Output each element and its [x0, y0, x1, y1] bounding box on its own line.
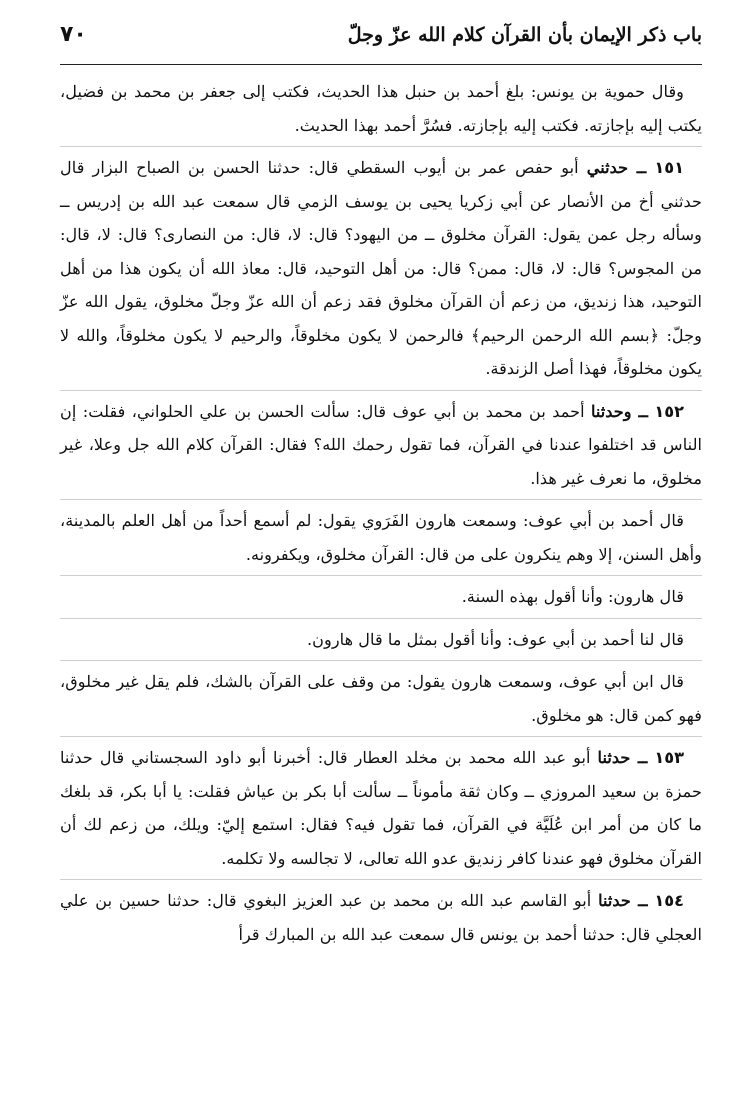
- hadith-paragraph-154: [60, 884, 702, 955]
- hadith-lead: ــ حدثني: [586, 158, 647, 177]
- hadith-number: ١٥٢: [654, 401, 684, 421]
- hadith-lead: ــ وحدثنا: [590, 401, 648, 421]
- paragraph: [60, 504, 702, 576]
- hadith-paragraph-151: [60, 151, 702, 391]
- chapter-title: باب ذكر الإيمان بأن القرآن كلام الله عزّ وجلّ: [347, 24, 702, 46]
- hadith-lead: ــ حدثنا: [597, 748, 648, 767]
- paragraph-text: قال ابن أبي عوف، وسمعت هارون يقول: من وقف على القرآن بالشك، فلم يقل غير مخلوق، فهو كمن قال: هو مخلوق.: [60, 672, 702, 725]
- paragraph: [60, 580, 702, 619]
- hadith-lead-word: وحدثنا: [590, 401, 632, 421]
- book-page: [60, 22, 702, 955]
- paragraph-text: قال هارون: وأنا أقول بهذه السنة.: [461, 587, 684, 606]
- paragraph-text: وقال حموية بن يونس: بلغ أحمد بن حنبل هذا الحديث، فكتب إلى جعفر بن محمد بن فضيل، يكتب إليه بإجازته. فكتب إليه بإجازته. فسُرَّ أحمد بهذا الحديث.: [60, 82, 702, 135]
- paragraph-text: أحمد بن محمد بن أبي عوف قال: سألت الحسن بن علي الحلواني، فقلت: إن الناس قد اختلفوا عندنا في القرآن، فما تقول رحمك الله؟ فقال: القرآن كلام الله جل وعلا، غير مخلوق، ما نعرف غير هذا.: [60, 401, 702, 488]
- paragraph: [60, 623, 702, 662]
- hadith-number: ١٥٤: [654, 891, 684, 910]
- paragraph-text: أبو القاسم عبد الله بن محمد بن عبد العزيز البغوي قال: حدثنا حسين بن علي العجلي قال: حدثنا أحمد بن يونس قال سمعت عبد الله بن المبارك قرأ: [60, 891, 702, 944]
- page-number: ٧٠: [60, 22, 87, 47]
- hadith-paragraph-153: [60, 741, 702, 880]
- paragraph: [60, 665, 702, 737]
- hadith-number: ١٥١: [654, 158, 684, 177]
- hadith-lead-word: حدثنا: [597, 748, 631, 767]
- page-body: [60, 75, 702, 955]
- paragraph-text: أبو حفص عمر بن أيوب السقطي قال: حدثنا الحسن بن الصباح البزار قال حدثني أخ من الأنصار عن أبي زكريا يحيى بن يوسف الزمي قال سمعت عبد الله بن إدريس ــ وسأله رجل عمن يقول: القرآن مخلوق ــ من اليهود؟ قال: لا، قال: من النصارى؟ قال: لا، قال: من المجوس؟ قال: لا، قال: ممن؟ قال: من أهل التوحيد، قال: معاذ الله أن يكون هذا من أهل التوحيد، هذا زنديق، من زعم أن القرآن مخلوق فقد زعم أن الله عزّ وجلّ مخلوق، يقول الله عزّ وجلّ: ﴿بسم الله الرحمن الرحيم﴾ فالرحمن لا يكون مخلوقاً، والرحيم لا يكون مخلوقاً، والله لا يكون مخلوقاً، فهذا أصل الزندقة.: [60, 158, 702, 378]
- hadith-paragraph-152: [60, 395, 702, 501]
- paragraph-text: قال لنا أحمد بن أبي عوف: وأنا أقول بمثل ما قال هارون.: [306, 629, 684, 649]
- running-header: [60, 22, 702, 65]
- hadith-lead-word: حدثنا: [598, 891, 631, 910]
- paragraph-text: أبو عبد الله محمد بن مخلد العطار قال: أخبرنا أبو داود السجستاني قال حدثنا حمزة بن سعيد المروزي ــ وكان ثقة مأموناً ــ سألت أبا بكر بن عياش فقلت: يا أبا بكر، قد بلغك ما كان من أمر ابن عُلَيَّة في القرآن، فما تقول فيه؟ فقال: استمع إليّ: ويلك، من زعم لك أن القرآن مخلوق فهو عندنا كافر زنديق عدو الله تعالى، لا تجالسه ولا تكلمه.: [60, 748, 702, 868]
- hadith-lead-word: حدثني: [586, 158, 629, 177]
- paragraph: [60, 75, 702, 147]
- paragraph-text: قال أحمد بن أبي عوف: وسمعت هارون الفَرَوي يقول: لم أسمع أحداً من أهل العلم بالمدينة، وأهل السنن، إلا وهم ينكرون على من قال: القرآن مخلوق، ويكفرونه.: [60, 511, 702, 564]
- hadith-number: ١٥٣: [654, 748, 684, 767]
- hadith-lead: ــ حدثنا: [598, 891, 648, 910]
